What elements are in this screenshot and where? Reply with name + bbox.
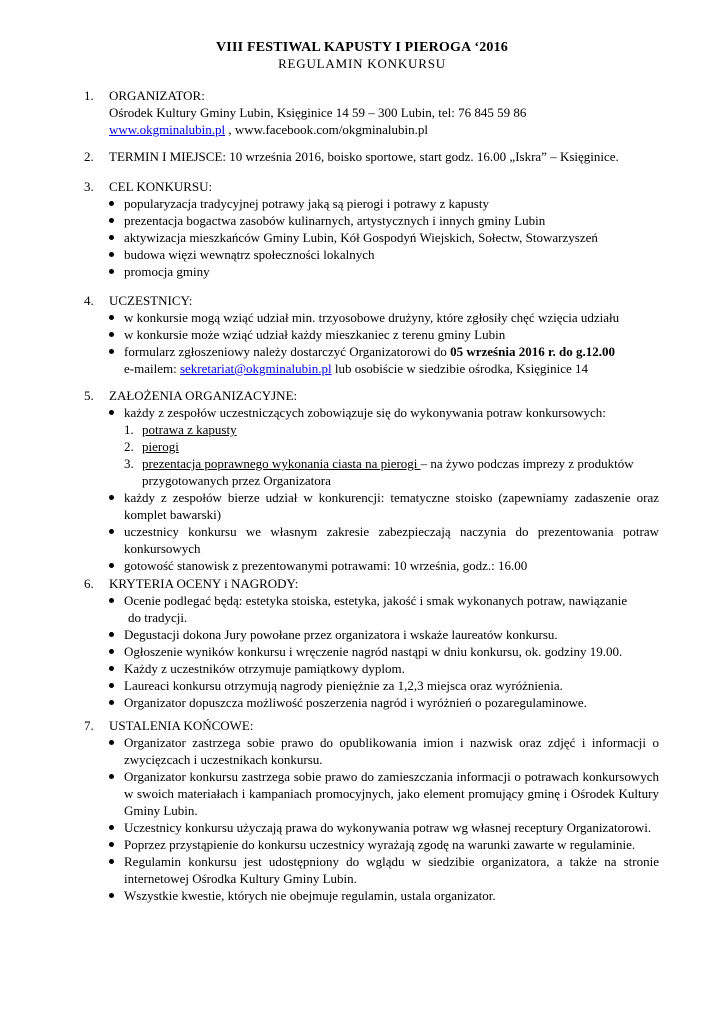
section-heading: UCZESTNICY: bbox=[109, 293, 193, 308]
list-item: Regulamin konkursu jest udostępniony do wglądu w siedzibie organizatora, a także na stronie internetowej Ośrodka Kultury Gminy Lubin. bbox=[84, 853, 659, 887]
list-item: Degustacji dokona Jury powołane przez organizatora i wskaże laureatów konkursu. bbox=[84, 626, 659, 643]
section-number: 1. bbox=[84, 88, 94, 103]
list-item: Każdy z uczestników otrzymuje pamiątkowy dyplom. bbox=[84, 660, 659, 677]
list-item: budowa więzi wewnątrz społeczności lokalnych bbox=[84, 246, 659, 263]
list-item: Uczestnicy konkursu użyczają prawa do wykonywania potraw wg własnej receptury Organizatorowi. bbox=[84, 819, 659, 836]
section-number: 2. bbox=[84, 149, 94, 164]
section-heading: KRYTERIA OCENY i NAGRODY: bbox=[109, 576, 299, 591]
section-number: 3. bbox=[84, 179, 94, 194]
list-item: Organizator dopuszcza możliwość poszerzenia nagród i wyróżnień o pozaregulaminowe. bbox=[84, 694, 659, 711]
section-goals bbox=[84, 178, 659, 280]
list-item: aktywizacja mieszkańców Gminy Lubin, Kół Gospodyń Wiejskich, Sołectw, Stowarzyszeń bbox=[84, 229, 659, 246]
section-number: 6. bbox=[84, 576, 94, 591]
document-subtitle: REGULAMIN KONKURSU bbox=[278, 56, 446, 71]
section-date-place bbox=[84, 148, 659, 165]
organizer-links bbox=[109, 121, 659, 138]
deadline-text: 05 września 2016 r. do g.12.00 bbox=[450, 344, 615, 359]
section-criteria bbox=[84, 575, 659, 711]
dishes-list bbox=[84, 421, 659, 489]
organizer-address: Ośrodek Kultury Gminy Lubin, Księginice 14 59 – 300 Lubin, tel: 76 845 59 86 bbox=[109, 105, 527, 120]
list-item: promocja gminy bbox=[84, 263, 659, 280]
list-item: gotowość stanowisk z prezentowanymi potrawami: 10 września, godz.: 16.00 bbox=[84, 557, 659, 574]
facebook-text: , www.facebook.com/okgminalubin.pl bbox=[225, 122, 428, 137]
section-number: 7. bbox=[84, 718, 94, 733]
section-heading: USTALENIA KOŃCOWE: bbox=[109, 718, 254, 733]
section-final-provisions bbox=[84, 717, 659, 904]
section-number: 4. bbox=[84, 293, 94, 308]
list-item: Laureaci konkursu otrzymują nagrody pieniężnie za 1,2,3 miejsca oraz wyróżnienia. bbox=[84, 677, 659, 694]
organization-list bbox=[84, 404, 659, 574]
list-item: każdy z zespołów bierze udział w konkurencji: tematyczne stoisko (zapewniamy zadaszenie oraz komplet bawarski) bbox=[84, 489, 659, 523]
list-item: Wszystkie kwestie, których nie obejmuje regulamin, ustala organizator. bbox=[84, 887, 659, 904]
list-item: Poprzez przystąpienie do konkursu uczestnicy wyrażają zgodę na warunki zawarte w regulaminie. bbox=[84, 836, 659, 853]
section-heading: ORGANIZATOR: bbox=[109, 88, 205, 103]
date-place-text: TERMIN I MIEJSCE: 10 września 2016, boisko sportowe, start godz. 16.00 „Iskra” – Księginice. bbox=[109, 149, 619, 164]
section-number: 5. bbox=[84, 388, 94, 403]
section-participants bbox=[84, 292, 659, 377]
list-item: uczestnicy konkursu we własnym zakresie zabezpieczają naczynia do prezentowania potraw konkursowych bbox=[84, 523, 659, 557]
section-heading: ZAŁOŻENIA ORGANIZACYJNE: bbox=[109, 388, 298, 403]
section-organizer bbox=[84, 87, 659, 138]
list-item: popularyzacja tradycyjnej potrawy jaką są pierogi i potrawy z kapusty bbox=[84, 195, 659, 212]
goals-list bbox=[84, 195, 659, 280]
section-heading: CEL KONKURSU: bbox=[109, 179, 213, 194]
list-item: prezentacja bogactwa zasobów kulinarnych, artystycznych i innych gminy Lubin bbox=[84, 212, 659, 229]
list-item: w konkursie może wziąć udział każdy mieszkaniec z terenu gminy Lubin bbox=[84, 326, 659, 343]
list-item: każdy z zespołów uczestniczących zobowiązuje się do wykonywania potraw konkursowych: 1. potrawa z kapusty 2. pierogi 3. prezentacja poprawnego wykonania ciasta na pierogi – na żywo podczas imprezy z produktów przygotowanych przez Organizatora bbox=[84, 404, 659, 489]
list-item: Ogłoszenie wyników konkursu i wręczenie nagród nastąpi w dniu konkursu, ok. godziny 19.00. bbox=[84, 643, 659, 660]
criteria-list bbox=[84, 592, 659, 711]
list-item: w konkursie mogą wziąć udział min. trzyosobowe drużyny, które zgłosiły chęć wzięcia udziału bbox=[84, 309, 659, 326]
final-list bbox=[84, 734, 659, 904]
document-title: VIII FESTIWAL KAPUSTY I PIEROGA ‘2016 bbox=[216, 40, 508, 55]
list-item: formularz zgłoszeniowy należy dostarczyć Organizatorowi do 05 września 2016 r. do g.12.00 e-mailem: sekretariat@okgminalubin.pl lub osobiście w siedzibie ośrodka, Księginice 14 bbox=[84, 343, 659, 377]
dish-item: 2. pierogi bbox=[124, 439, 179, 454]
dish-item: 3. prezentacja poprawnego wykonania ciasta na pierogi – na żywo podczas imprezy z produktów przygotowanych przez Organizatora bbox=[124, 456, 634, 488]
dish-item: 1. potrawa z kapusty bbox=[124, 422, 237, 437]
website-link[interactable]: www.okgminalubin.pl bbox=[109, 122, 226, 137]
participants-list bbox=[84, 309, 659, 377]
section-organization bbox=[84, 387, 659, 574]
list-item: Organizator zastrzega sobie prawo do opublikowania imion i nazwisk oraz zdjęć i informacji o zwycięzcach i uczestnikach konkursu. bbox=[84, 734, 659, 768]
list-item: Ocenie podlegać będą: estetyka stoiska, estetyka, jakość i smak wykonanych potraw, nawiązanie do tradycji. bbox=[84, 592, 659, 626]
list-item: Organizator konkursu zastrzega sobie prawo do zamieszczania informacji o potrawach konkursowych w swoich materiałach i kampaniach promocyjnych, jako element promujący gminę i Ośrodek Kultury Gminy Lubin. bbox=[84, 768, 659, 819]
email-link[interactable]: sekretariat@okgminalubin.pl bbox=[179, 361, 332, 376]
